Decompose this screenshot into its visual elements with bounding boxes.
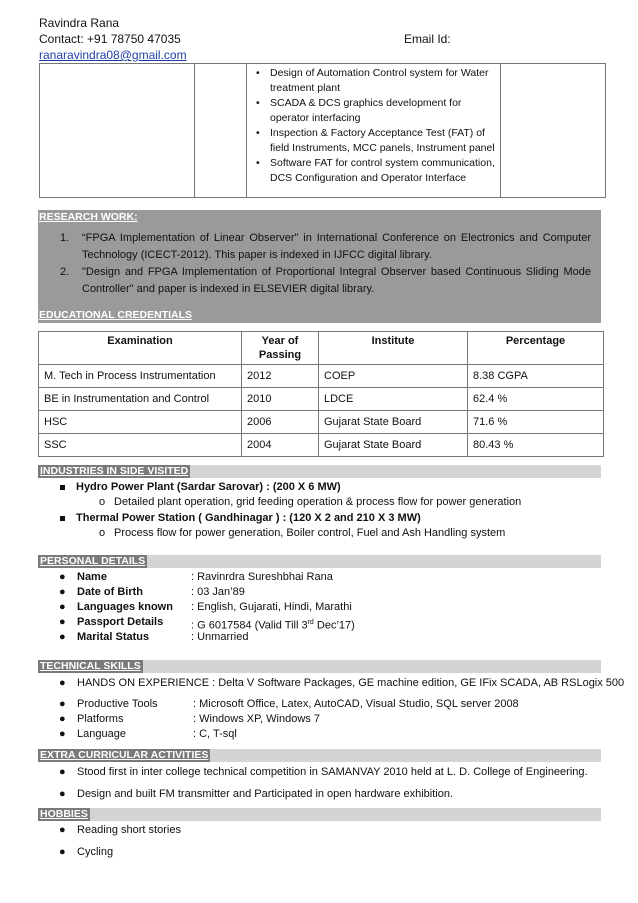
- list-item: o Detailed plant operation, grid feeding operation & process flow for power generation: [99, 496, 522, 508]
- list-item: • Software FAT for control system communication, DCS Configuration and Operator Interface: [250, 156, 497, 186]
- square-bullet-icon: [60, 485, 65, 490]
- list-item: Hydro Power Plant (Sardar Sarovar) : (200 X 6 MW): [38, 480, 601, 495]
- technical-hands-on: ● HANDS ON EXPERIENCE : Delta V Software Packages, GE machine edition, GE IFix SCADA, AB RSLogix 500: [59, 677, 625, 689]
- list-item: Thermal Power Station ( Gandhinagar ) : (120 X 2 and 210 X 3 MW): [38, 511, 601, 526]
- list-item: 2. "Design and FPGA Implementation of Proportional Integral Observer based Continuous Sliding Mode Controller" and paper is indexed in ELSEVIER digital library.: [60, 266, 591, 295]
- hobbies-header-bar: [38, 808, 601, 821]
- table-row: SSC 2004 Gujarat State Board 80.43 %: [39, 434, 604, 457]
- section-title-hobbies: HOBBIES: [40, 808, 88, 820]
- personal-header-bar: [38, 555, 601, 568]
- table-row: BE in Instrumentation and Control 2010 LDCE 62.4 %: [39, 388, 604, 411]
- industries-header-bar: [38, 465, 601, 478]
- experience-cell-responsibilities: [247, 64, 501, 198]
- circle-bullet-icon: o: [99, 496, 106, 508]
- candidate-name: Ravindra Rana: [39, 16, 120, 30]
- table-row: M. Tech in Process Instrumentation 2012 COEP 8.38 CGPA: [39, 365, 604, 388]
- technical-header-bar: [38, 660, 601, 673]
- list-item: ● Stood first in inter college technical competition in SAMANVAY 2010 held at L. D. College of Engineering.: [59, 766, 588, 778]
- table-row: HSC 2006 Gujarat State Board 71.6 %: [39, 411, 604, 434]
- list-item: ● Cycling: [59, 846, 114, 858]
- list-item: • SCADA & DCS graphics development for operator interfacing: [250, 96, 497, 126]
- list-item: ● Design and built FM transmitter and Participated in open hardware exhibition.: [59, 788, 454, 800]
- experience-cell-extra: [501, 64, 606, 198]
- responsibility-list: [250, 66, 497, 186]
- research-list: [38, 230, 601, 298]
- table-header-row: Examination Year of Passing Institute Percentage: [39, 332, 604, 365]
- section-title-research: RESEARCH WORK:: [39, 211, 138, 223]
- education-table: [38, 331, 604, 457]
- extra-header-bar: [38, 749, 601, 762]
- list-item: o Process flow for power generation, Boiler control, Fuel and Ash Handling system: [99, 527, 506, 539]
- industries-list: [38, 480, 601, 541]
- section-title-technical: TECHNICAL SKILLS: [40, 660, 141, 672]
- email-link[interactable]: ranaravindra08@gmail.com: [39, 48, 187, 62]
- section-title-education: EDUCATIONAL CREDENTIALS: [39, 309, 193, 321]
- square-bullet-icon: [60, 516, 65, 521]
- list-item: • Inspection & Factory Acceptance Test (FAT) of field Instruments, MCC panels, Instrument panel: [250, 126, 497, 156]
- experience-cell-period: [195, 64, 247, 198]
- list-item: ● Reading short stories: [59, 824, 181, 836]
- section-title-personal: PERSONAL DETAILS: [40, 555, 146, 567]
- personal-details: ● Name : Ravinrdra Sureshbhai Rana ● Date of Birth : 03 Jan’89 ● Languages known : English, Gujarati, Hindi, Marathi ● Passport Details : G 6017584 (Valid Till 3rd Dec’17) ● Marital Status : Unmarried: [59, 571, 355, 643]
- experience-table: [39, 63, 606, 198]
- research-section: [38, 210, 601, 308]
- list-item: 1. “FPGA Implementation of Linear Observer" in International Conference on Electronics and Computer Technology (ICECT-2012). This paper is indexed in IJFCC digital library.: [60, 232, 591, 261]
- section-title-extra: EXTRA CURRICULAR ACTIVITIES: [40, 749, 209, 761]
- technical-list: ● Productive Tools : Microsoft Office, Latex, AutoCAD, Visual Studio, SQL server 2008 ● Platforms : Windows XP, Windows 7 ● Language : C, T-sql: [59, 698, 519, 740]
- email-label: Email Id:: [404, 32, 451, 46]
- circle-bullet-icon: o: [99, 527, 106, 539]
- section-title-industries: INDUSTRIES IN SIDE VISITED: [40, 465, 189, 477]
- education-header-bar: [38, 308, 601, 323]
- contact-phone: Contact: +91 78750 47035: [39, 32, 181, 46]
- experience-cell-org: [40, 64, 195, 198]
- list-item: • Design of Automation Control system for Water treatment plant: [250, 66, 497, 96]
